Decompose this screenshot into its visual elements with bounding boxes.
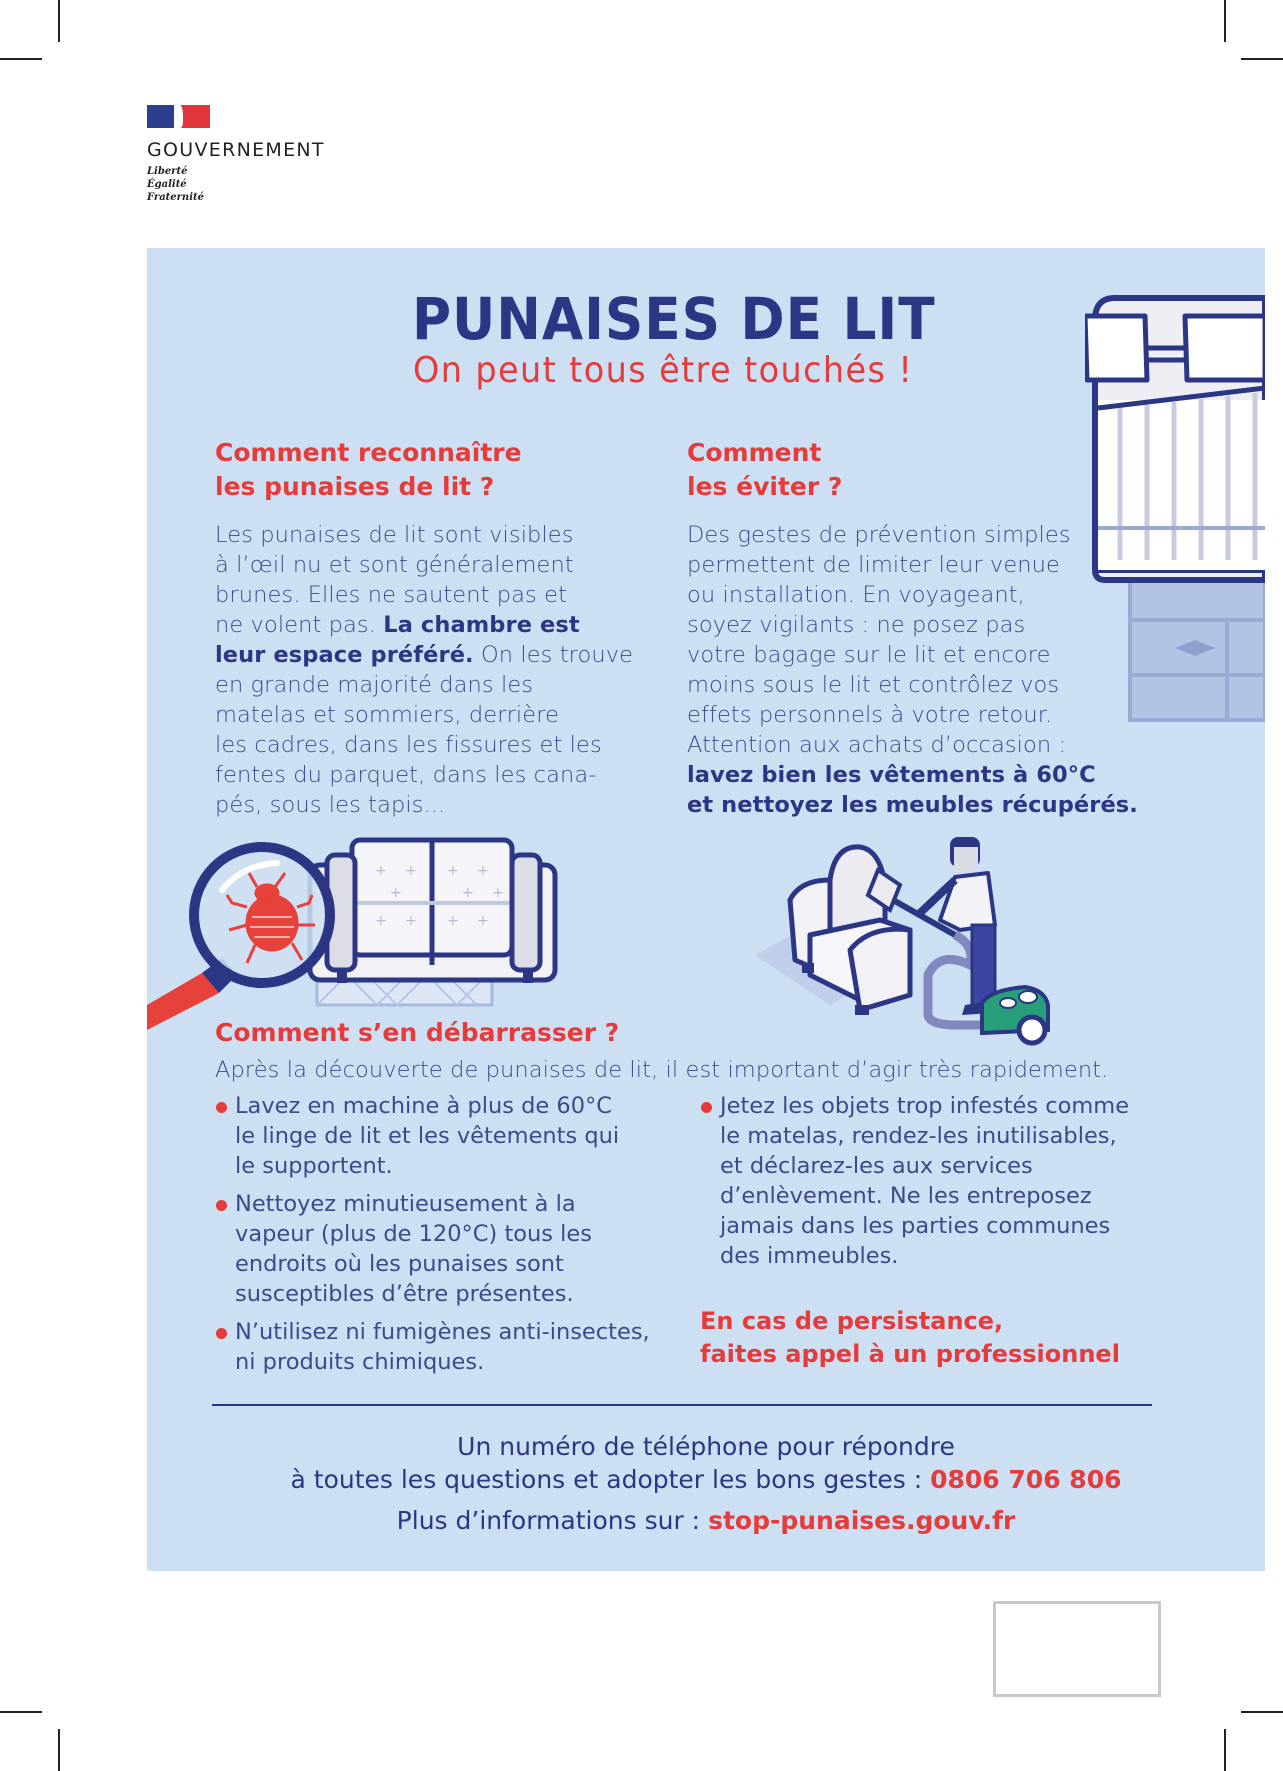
- paragraph-line: [687, 790, 1138, 820]
- bullet-line: N’utilisez ni fumigènes anti-insectes,: [235, 1319, 650, 1345]
- remove-bullets-right: [700, 1091, 1129, 1279]
- avoid-paragraph: [687, 520, 1138, 820]
- paragraph-line: [687, 700, 1138, 730]
- crop-mark: [58, 0, 60, 42]
- svg-text:+: +: [477, 913, 489, 929]
- bullet-dot-icon: [216, 1328, 227, 1339]
- emphasis-text: leur espace préféré.: [215, 642, 474, 668]
- bullet-line: vapeur (plus de 120°C) tous les: [235, 1221, 592, 1247]
- crop-mark: [0, 58, 42, 60]
- body-text: ou installation. En voyageant,: [687, 582, 1025, 608]
- paragraph-line: [215, 760, 633, 790]
- paragraph-line: [215, 550, 633, 580]
- remove-bullets-left: [215, 1091, 650, 1385]
- phone-number[interactable]: 0806 706 806: [930, 1465, 1122, 1494]
- body-text: soyez vigilants : ne posez pas: [687, 612, 1026, 638]
- bullet-line: le matelas, rendez-les inutilisables,: [720, 1123, 1117, 1149]
- man-vacuuming-armchair-illustration: [750, 825, 1070, 1050]
- bullet-line: ni produits chimiques.: [235, 1349, 485, 1375]
- crop-mark: [1241, 1711, 1283, 1713]
- bullet-dot-icon: [216, 1102, 227, 1113]
- heading-remove: Comment s’en débarrasser ?: [215, 1018, 620, 1047]
- body-text: à l’œil nu et sont généralement: [215, 552, 574, 578]
- body-text: On les trouve: [473, 642, 634, 668]
- motto-liberte: Liberté: [147, 166, 188, 177]
- marianne-flag-icon: [147, 105, 210, 128]
- svg-text:+: +: [447, 913, 459, 929]
- svg-text:+: +: [375, 863, 387, 879]
- footer-text: à toutes les questions et adopter les bons gestes :: [290, 1465, 931, 1494]
- bullet-dot-icon: [701, 1102, 712, 1113]
- footer-text: Plus d’informations sur :: [396, 1506, 709, 1535]
- heading-line: les punaises de lit ?: [215, 472, 495, 501]
- crop-mark: [1241, 58, 1283, 60]
- government-logo: [147, 105, 325, 204]
- logo-name: GOUVERNEMENT: [147, 139, 325, 161]
- svg-text:+: +: [375, 913, 387, 929]
- body-text: Des gestes de prévention simples: [687, 522, 1071, 548]
- crop-mark: [1224, 0, 1226, 42]
- persistence-line: faites appel à un professionnel: [700, 1340, 1120, 1368]
- svg-text:+: +: [447, 863, 459, 879]
- paragraph-line: [687, 760, 1138, 790]
- bullet-item: [215, 1189, 650, 1309]
- footer-line-1: [147, 1432, 1265, 1461]
- footer-line-2: [147, 1465, 1265, 1494]
- body-text: pés, sous les tapis...: [215, 792, 446, 818]
- footer-text: Un numéro de téléphone pour répondre: [457, 1432, 955, 1461]
- paragraph-line: [687, 580, 1138, 610]
- bullet-line: le supportent.: [235, 1153, 393, 1179]
- paragraph-line: [687, 640, 1138, 670]
- stamp-box: [993, 1601, 1161, 1697]
- bullet-item: [700, 1091, 1129, 1271]
- bullet-line: endroits où les punaises sont: [235, 1251, 564, 1277]
- body-text: matelas et sommiers, derrière: [215, 702, 560, 728]
- bullet-line: jamais dans les parties communes: [720, 1213, 1111, 1239]
- paragraph-line: [687, 670, 1138, 700]
- paragraph-line: [687, 520, 1138, 550]
- paragraph-line: [215, 520, 633, 550]
- heading-line: Comment reconnaître: [215, 438, 522, 467]
- bullet-line: le linge de lit et les vêtements qui: [235, 1123, 620, 1149]
- divider: [212, 1404, 1152, 1406]
- motto-fraternite: Fraternité: [147, 192, 204, 203]
- svg-text:+: +: [405, 913, 417, 929]
- svg-text:+: +: [477, 863, 489, 879]
- paragraph-line: [215, 640, 633, 670]
- svg-text:+: +: [462, 885, 474, 901]
- paragraph-line: [687, 550, 1138, 580]
- bullet-line: Nettoyez minutieusement à la: [235, 1191, 576, 1217]
- footer-line-3: [147, 1506, 1265, 1535]
- body-text: votre bagage sur le lit et encore: [687, 642, 1051, 668]
- heading-recognize: [215, 436, 522, 504]
- body-text: en grande majorité dans les: [215, 672, 534, 698]
- bullet-line: d’enlèvement. Ne les entreposez: [720, 1183, 1092, 1209]
- motto-egalite: Égalité: [147, 179, 187, 190]
- bullet-item: [215, 1091, 650, 1181]
- remove-intro: Après la découverte de punaises de lit, il est important d’agir très rapidement.: [215, 1057, 1109, 1083]
- website-link[interactable]: stop-punaises.gouv.fr: [708, 1506, 1016, 1535]
- recognize-paragraph: [215, 520, 633, 820]
- body-text: fentes du parquet, dans les cana-: [215, 762, 597, 788]
- paragraph-line: [215, 580, 633, 610]
- logo-motto: [147, 165, 325, 204]
- bullet-line: Jetez les objets trop infestés comme: [720, 1093, 1130, 1119]
- persistence-line: En cas de persistance,: [700, 1307, 1004, 1335]
- bullet-line: des immeubles.: [720, 1243, 899, 1269]
- svg-text:+: +: [390, 885, 402, 901]
- crop-mark: [58, 1729, 60, 1771]
- paragraph-line: [215, 700, 633, 730]
- bullet-line: susceptibles d’être présentes.: [235, 1281, 574, 1307]
- body-text: Attention aux achats d’occasion :: [687, 732, 1067, 758]
- emphasis-text: La chambre est: [383, 612, 580, 638]
- emphasis-text: et nettoyez les meubles récupérés.: [687, 792, 1138, 818]
- poster-title: PUNAISES DE LIT: [412, 285, 936, 353]
- body-text: permettent de limiter leur venue: [687, 552, 1060, 578]
- body-text: Les punaises de lit sont visibles: [215, 522, 574, 548]
- body-text: brunes. Elles ne sautent pas et: [215, 582, 567, 608]
- persistence-callout: [700, 1305, 1120, 1371]
- heading-line: les éviter ?: [687, 472, 843, 501]
- magnifier-bedbug-sofa-illustration: [147, 825, 637, 1040]
- body-text: effets personnels à votre retour.: [687, 702, 1053, 728]
- crop-mark: [0, 1711, 42, 1713]
- bullet-line: et déclarez-les aux services: [720, 1153, 1033, 1179]
- bullet-dot-icon: [216, 1200, 227, 1211]
- paragraph-line: [215, 790, 633, 820]
- paragraph-line: [215, 670, 633, 700]
- paragraph-line: [687, 610, 1138, 640]
- poster-subtitle: On peut tous être touchés !: [413, 350, 914, 391]
- body-text: les cadres, dans les fissures et les: [215, 732, 602, 758]
- svg-text:+: +: [492, 885, 504, 901]
- paragraph-line: [687, 730, 1138, 760]
- bullet-line: Lavez en machine à plus de 60°C: [235, 1093, 613, 1119]
- emphasis-text: lavez bien les vêtements à 60°C: [687, 762, 1096, 788]
- svg-text:+: +: [405, 863, 417, 879]
- bullet-item: [215, 1317, 650, 1377]
- heading-line: Comment: [687, 438, 822, 467]
- body-text: moins sous le lit et contrôlez vos: [687, 672, 1060, 698]
- crop-mark: [1224, 1729, 1226, 1771]
- heading-avoid: [687, 436, 842, 504]
- body-text: ne volent pas.: [215, 612, 384, 638]
- paragraph-line: [215, 610, 633, 640]
- paragraph-line: [215, 730, 633, 760]
